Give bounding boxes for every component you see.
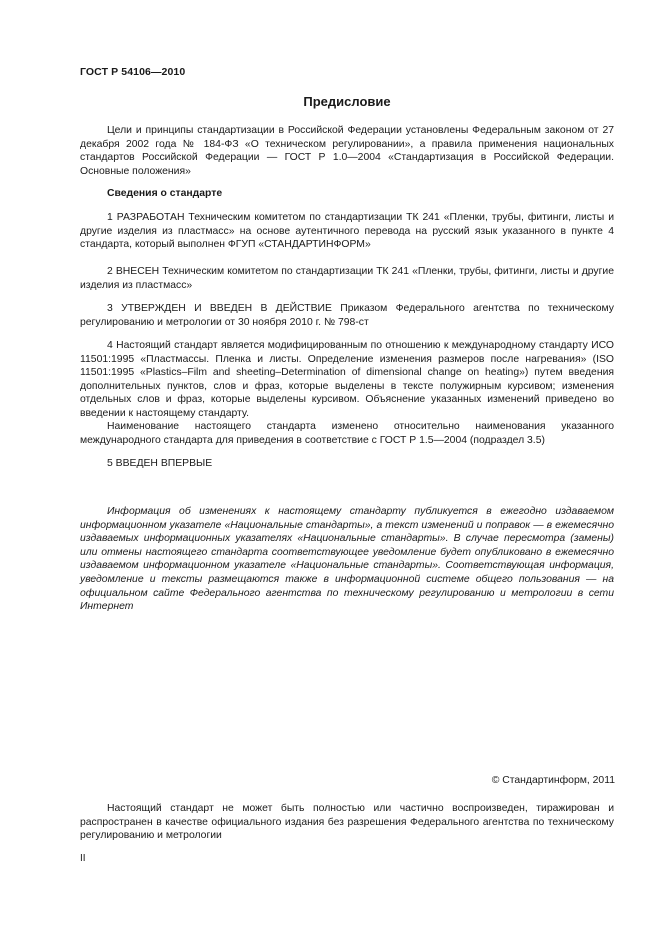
document-code: ГОСТ Р 54106—2010 — [80, 66, 186, 78]
item-5-first-introduced: 5 ВВЕДЕН ВПЕРВЫЕ — [107, 458, 213, 469]
page-title: Предисловие — [303, 94, 391, 109]
item-4-name-change: Наименование настоящего стандарта изменено относительно наименования указанного международного стандарта для приведения в соответствие с ГОСТ Р 1.5—2004 (подраздел 3.5) — [80, 421, 614, 446]
changes-notice: Информация об изменениях к настоящему стандарту публикуется в ежегодно издаваемом информационном указателе «Национальные стандарты», а текст изменений и поправок — в ежемесячно издаваемых информационных указателях «Национальные стандарты». В случае пересмотра (замены) или отмены настоящего стандарта соответствующее уведомление будет опубликовано в ежемесячно издаваемом информационном указателе «Национальные стандарты». Соответствующая информация, уведомление и тексты размещаются также в информационной системе общего пользования — на официальном сайте Федерального агентства по техническому регулированию и метрологии в сети Интернет — [80, 506, 614, 613]
copyright: © Стандартинформ, 2011 — [491, 775, 615, 786]
item-3-approved: 3 УТВЕРЖДЕН И ВВЕДЕН В ДЕЙСТВИЕ Приказом Федерального агентства по техническому регулированию и метрологии от 30 ноября 2010 г. № 798-ст — [80, 303, 614, 328]
item-1-developed: 1 РАЗРАБОТАН Техническим комитетом по стандартизации ТК 241 «Пленки, трубы, фитинги, листы и другие изделия из пластмасс» на основе аутентичного перевода на русский язык указанного в пункте 4 стандарта, который выполнен ФГУП «СТАНДАРТИНФОРМ» — [80, 212, 614, 251]
item-2-introduced: 2 ВНЕСЕН Техническим комитетом по стандартизации ТК 241 «Пленки, трубы, фитинги, листы и другие изделия из пластмасс» — [80, 266, 614, 291]
section-heading: Сведения о стандарте — [107, 188, 223, 199]
page-number: II — [80, 853, 86, 864]
item-4-modification: 4 Настоящий стандарт является модифицированным по отношению к международному стандарту ИСО 11501:1995 «Пластмассы. Пленка и листы. Определение изменения размеров после нагревания» (ISO 11501:1995 «Plastics–Film and sheeting–Determination of dimensional change on heating») путем введения дополнительных пунктов, слов и фраз, которые выделены в тексте полужирным курсивом; изменения отдельных слов и фраз, которые выделены курсивом. Объяснение указанных изменений приведено во введении к настоящему стандарту. — [80, 340, 614, 419]
intro-paragraph: Цели и принципы стандартизации в Российской Федерации установлены Федеральным законом от 27 декабря 2002 года № 184-ФЗ «О техническом регулировании», а правила применения национальных стандартов Российской Федерации — ГОСТ Р 1.0—2004 «Стандартизация в Российской Федерации. Основные положения» — [80, 125, 614, 177]
reproduction-notice: Настоящий стандарт не может быть полностью или частично воспроизведен, тиражирован и распространен в качестве официального издания без разрешения Федерального агентства по техническому регулированию и метрологии — [80, 803, 614, 842]
